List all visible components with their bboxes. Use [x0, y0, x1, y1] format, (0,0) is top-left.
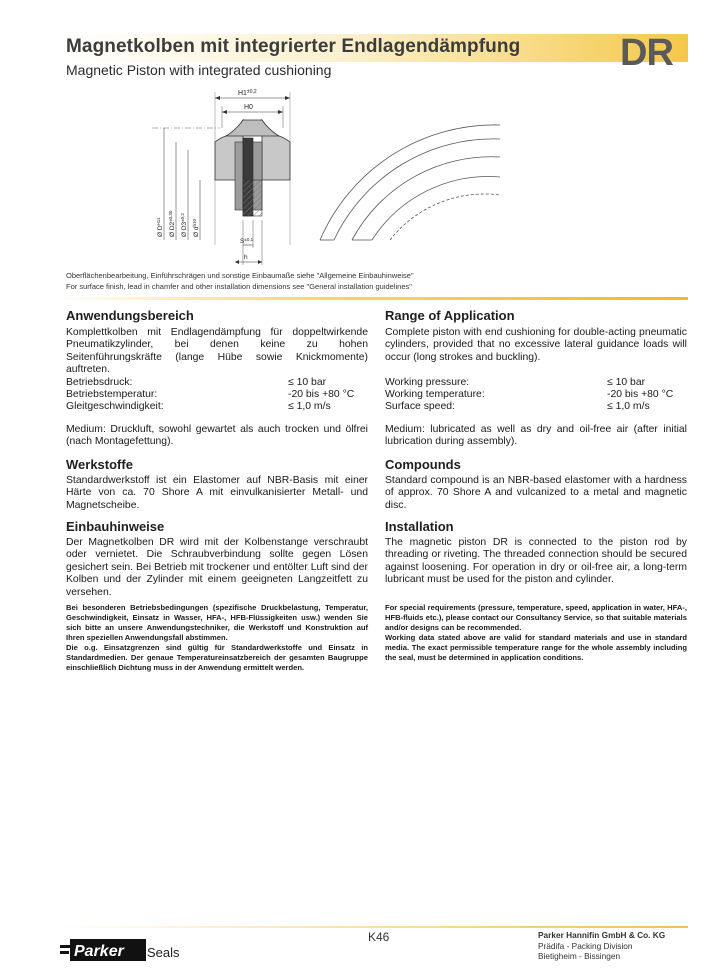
text-anwendungsbereich: Komplettkolben mit Endlagendämpfung für doppeltwirkende Pneumatikzylinder, bei denen keine zu hohen Seitenführungskräfte (lange Hübe sowie Knickmomente) auftreten.: [66, 327, 368, 376]
dim-h0: H0: [244, 104, 253, 111]
company-address: [538, 930, 665, 962]
spec-row: Working pressure: ≤ 10 bar: [385, 377, 646, 388]
page-number: K46: [368, 930, 390, 944]
spec-row: Betriebsdruck: ≤ 10 bar: [66, 377, 327, 388]
text-einbauhinweise: Der Magnetkolben DR wird mit der Kolbenstange verschraubt oder vernietet. Die Schraubverbindung sollte gegen Lösen gesichert sein. Bei Betrieb mit trockener und entölter Luft sind der Kolben und der Zylinder mit einem geeigneten Langzeitfett zu versehen.: [66, 537, 368, 598]
text-medium: Medium: lubricated as well as dry and oil-free air (after initial lubrication during assembly).: [385, 424, 687, 448]
heading-einbauhinweise: Einbauhinweise: [66, 519, 165, 534]
piston-perspective-view: [320, 125, 500, 240]
dim-h: h: [244, 254, 248, 261]
dim-h1: $H1^{\pm 0,2}$: [238, 89, 257, 97]
text-installation: The magnetic piston DR is connected to the piston rod by threading or riveting. The threaded connection should be secured against loosening. For operation in dry or oil-free air, a long-term lubricant must be used for the piston and cylinder.: [385, 537, 687, 586]
footer-line: [60, 926, 688, 928]
page-title: Magnetkolben mit integrierter Endlagendämpfung: [66, 36, 521, 57]
dim-d3: Ø $D3^{\pm 0,2}$: [180, 213, 188, 237]
heading-range-of-application: Range of Application: [385, 308, 515, 323]
company-division: Prädifa - Packing Division: [538, 940, 633, 951]
text-special-requirements: For special requirements (pressure, temperature, speed, application in water, HFA-, HFB-fluids etc.), please contact our Consultancy Service, so that suitable materials and/or designs can be recommended.: [385, 603, 687, 632]
heading-werkstoffe: Werkstoffe: [66, 457, 133, 472]
spec-row: Betriebstemperatur: -20 bis +80 °C: [66, 389, 355, 400]
seals-label: Seals: [147, 945, 180, 960]
text-werkstoffe: Standardwerkstoff ist ein Elastomer auf NBR-Basis mit einer Härte von ca. 70 Shore A mit einvulkanisierter Metall- und Magnetscheibe.: [66, 475, 368, 511]
dim-d: Ø $D^{H11}$: [156, 217, 164, 237]
spec-row: Gleitgeschwindigkeit: ≤ 1,0 m/s: [66, 401, 331, 412]
parker-logo-text: Parker: [74, 943, 124, 960]
company-location: Bietigheim - Bissingen: [538, 951, 621, 961]
parker-logo: [60, 936, 185, 964]
note-en: For surface finish, lead in chamfer and other installation dimensions see "General installation guidelines": [66, 282, 412, 291]
separator: [60, 297, 688, 300]
page-subtitle: Magnetic Piston with integrated cushioning: [66, 62, 332, 78]
company-name: Parker Hannifin GmbH & Co. KG: [538, 930, 666, 940]
text-limits: Die o.g. Einsatzgrenzen sind gültig für Standardwerkstoffe und Einsatz in Standardmedien. Der genaue Temperatureinsatzbereich der gesamten Baugruppe einschließlich Dichtung muss in der Anwendung ermittelt werden.: [66, 643, 368, 672]
text-compounds: Standard compound is an NBR-based elastomer with a hardness of approx. 70 Shore A and vulcanized to a metal and magnetic disc.: [385, 475, 687, 511]
heading-anwendungsbereich: Anwendungsbereich: [66, 308, 194, 323]
text-working-data: Working data stated above are valid for standard materials and use in standard media. The exact permissible temperature range for the whole assembly including the seal, must be determined in application conditions.: [385, 633, 687, 662]
text-range-of-application: Complete piston with end cushioning for double-acting pneumatic cylinders, provided that no excessive lateral guidance loads will occur (long strokes and buckling).: [385, 327, 687, 363]
text-medium: Medium: Druckluft, sowohl gewartet als auch trocken und ölfrei (nach Montagefettung).: [66, 424, 368, 448]
text-special-conditions: Bei besonderen Betriebsbedingungen (spezifische Druckbelastung, Temperatur, Geschwindigkeit, Einsatz in Wasser, HFA-, HFB-Flüssigkeiten usw.) wenden Sie sich bitte an unsere Anwendungstechniker, die Werkstoff und Konstruktion auf Ihren speziellen Anwendungsfall abstimmen.: [66, 603, 368, 642]
column-english: [385, 310, 687, 690]
product-code: DR: [620, 32, 673, 74]
dim-s: $S^{\pm 0,1}$: [240, 237, 254, 245]
column-german: [66, 310, 368, 690]
technical-drawing: [140, 80, 680, 276]
dim-d4: Ø $d^{h10}$: [192, 219, 200, 237]
heading-installation: Installation: [385, 519, 454, 534]
note-de: Oberflächenbearbeitung, Einführschrägen und sonstige Einbaumaße siehe "Allgemeine Einbauhinweise": [66, 271, 414, 280]
spec-row: Surface speed: ≤ 1,0 m/s: [385, 401, 650, 412]
dim-d2: Ø $D2^{\pm 0,30}$: [168, 210, 176, 237]
spec-row: Working temperature: -20 bis +80 °C: [385, 389, 674, 400]
heading-compounds: Compounds: [385, 457, 461, 472]
